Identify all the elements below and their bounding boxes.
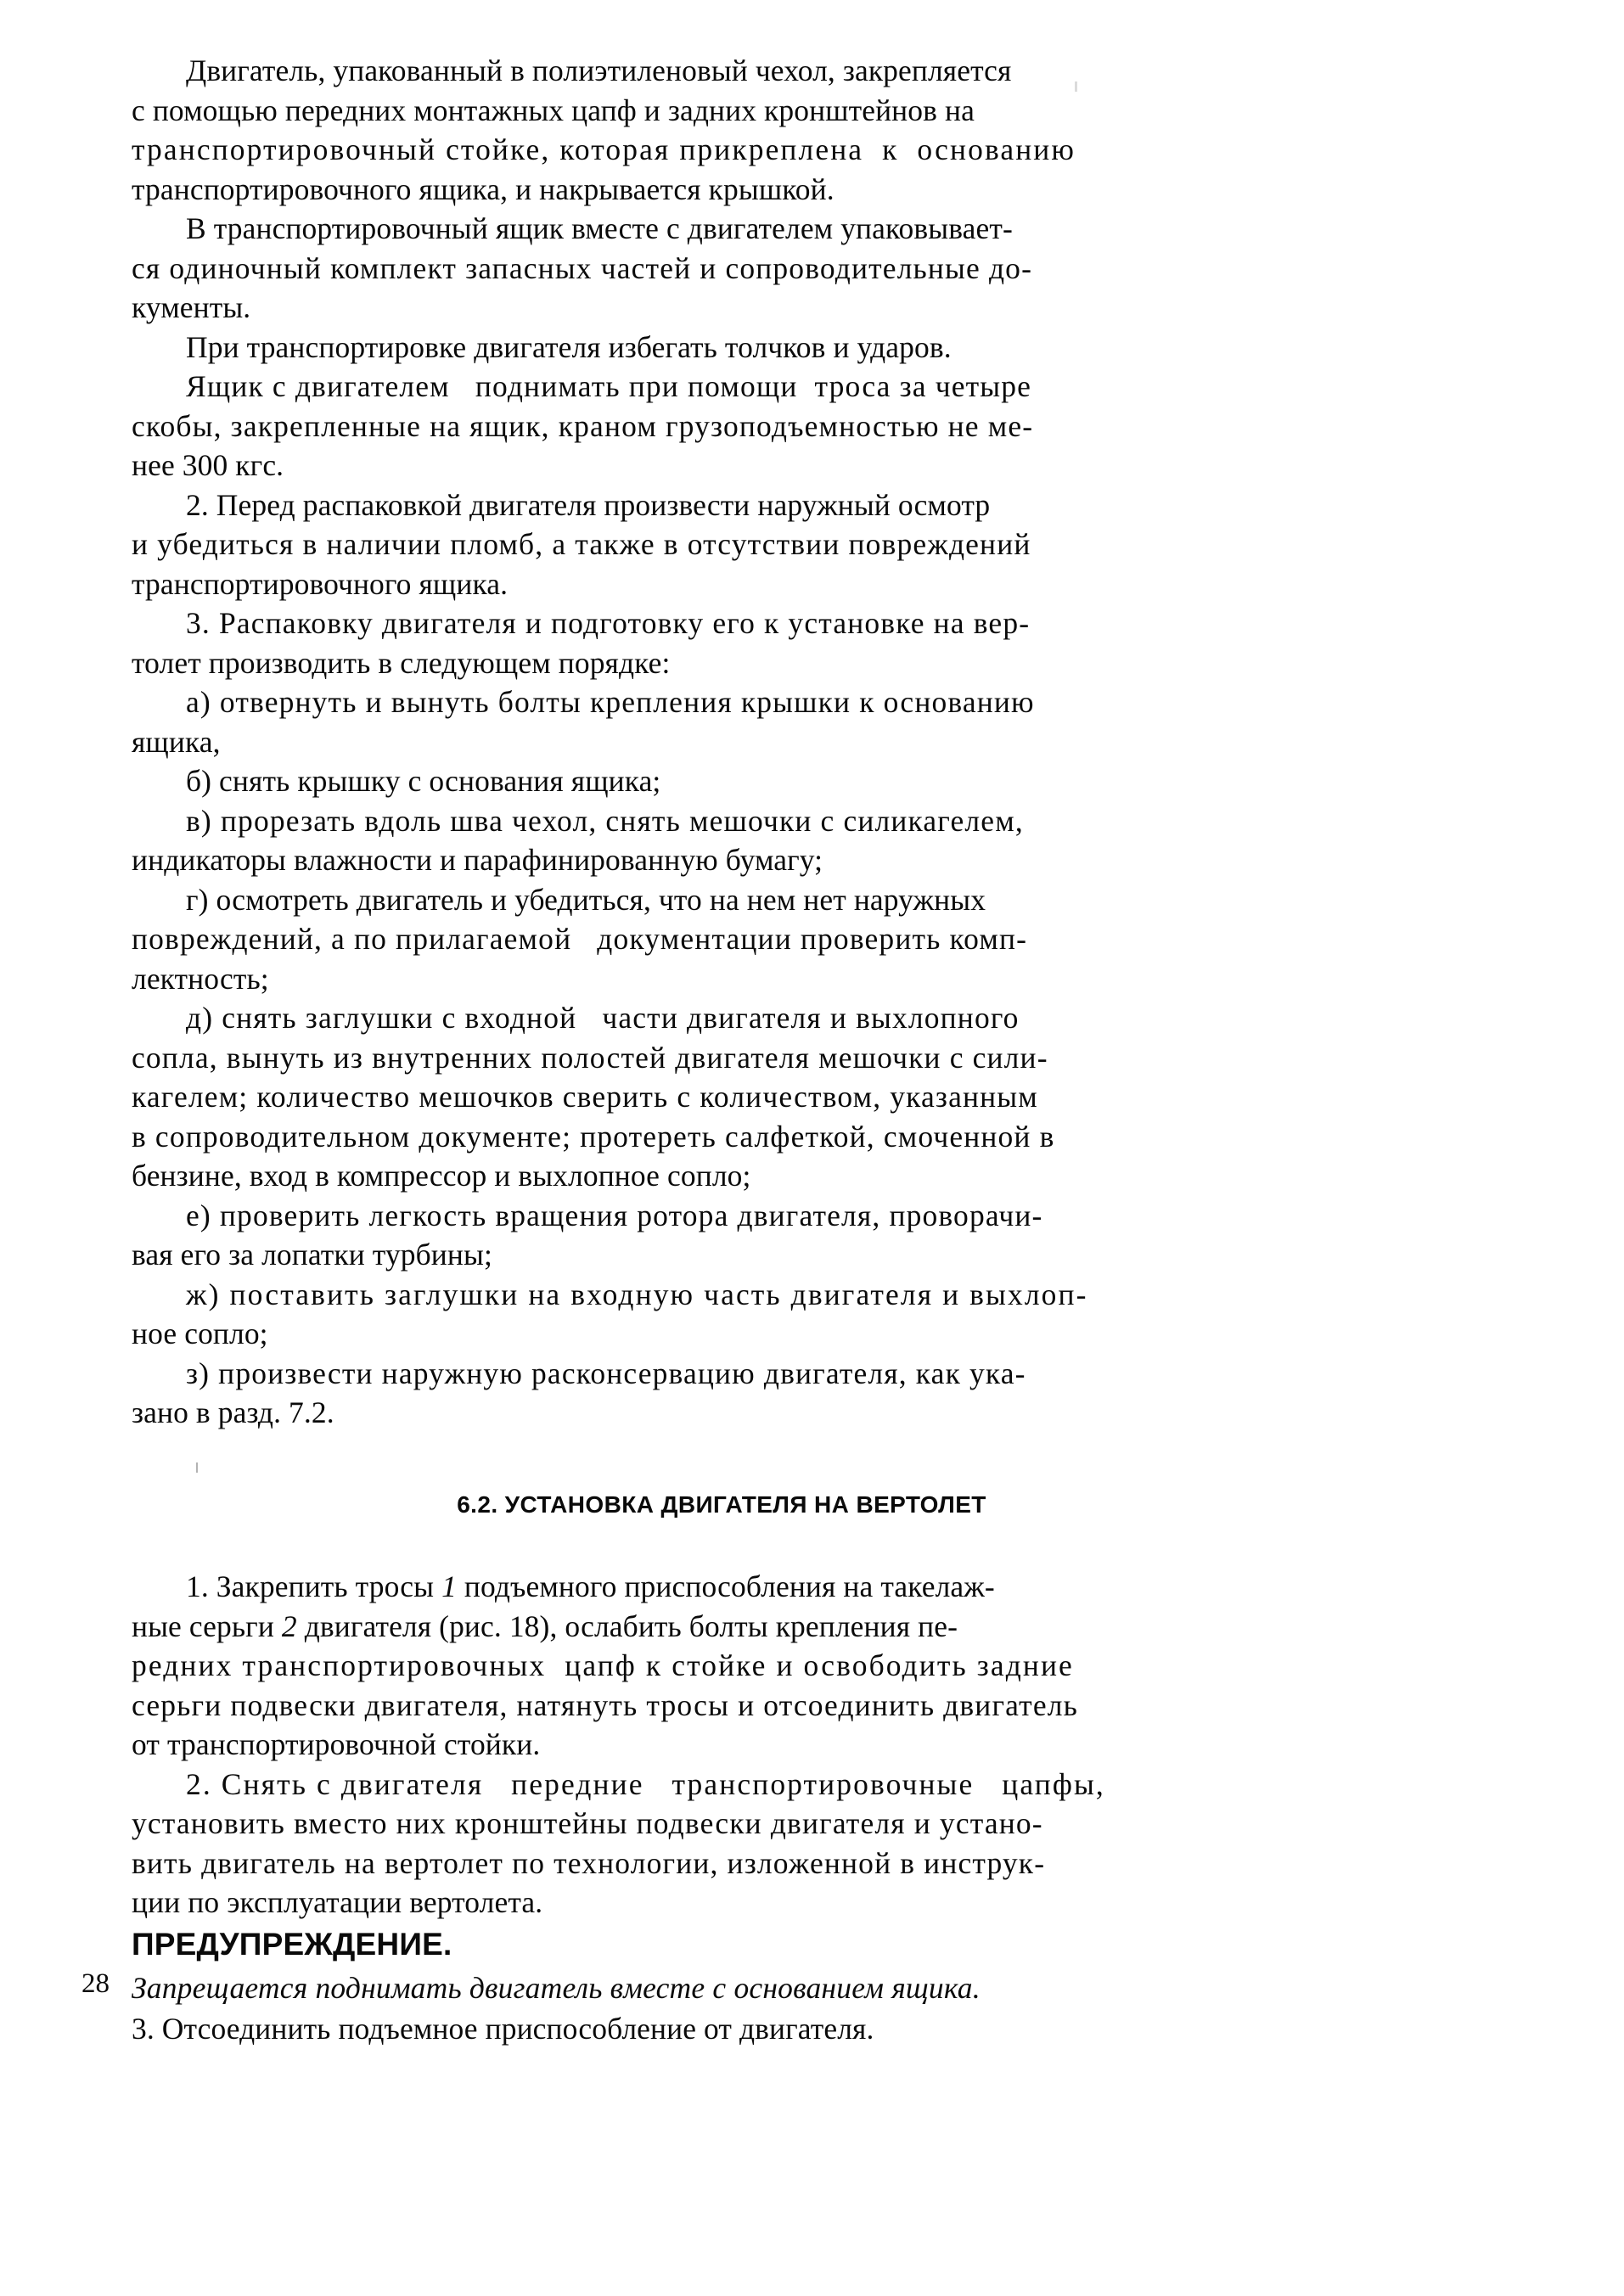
text-line: и убедиться в наличии пломб, а также в отсутствии повреждений [132,527,1031,561]
text-line: 2. Перед распаковкой двигателя произвести наружный осмотр [186,487,991,522]
text-line [132,1725,1312,1765]
body-text-lines [132,51,1312,1433]
text-line: ящика, [132,724,221,759]
text-line: в) прорезать вдоль шва чехол, снять мешочки с силикагелем, [186,803,1024,838]
text-run: двигателя (рис. 18), ослабить болты крепления пе- [296,1608,958,1643]
text-line: транспортировочного ящика. [132,566,509,601]
text-line: ся одиночный комплект запасных частей и сопроводительные до- [132,250,1033,285]
text-run: от транспортировочной стойки. [132,1727,541,1761]
text-line: лектность; [132,961,269,996]
text-line: д) снять заглушки с входной части двигателя и выхлопного [186,1001,1020,1035]
text-line: с помощью передних монтажных цапф и задних кронштейнов на [132,93,975,127]
text-line: В транспортировочный ящик вместе с двигателем упаковывает- [186,211,1013,245]
text-line: транспортировочного ящика, и накрывается крышкой. [132,171,834,206]
text-line: ж) поставить заглушки на входную часть двигателя и выхлоп- [186,1277,1088,1311]
text-line [132,1804,1312,1844]
text-line: повреждений, а по прилагаемой документации проверить комп- [132,922,1028,956]
text-line [132,1844,1312,1883]
heading-spacer [132,1433,1312,1485]
text-run: подъемного приспособления на такелаж- [456,1569,995,1603]
text-line: в сопроводительном документе; протереть салфеткой, смоченной в [132,1119,1055,1154]
text-run: редних транспортировочных цапф к стойке и освободить задние [132,1648,1074,1682]
text-line: з) произвести наружную расконсервацию двигателя, как ука- [186,1356,1026,1390]
text-line: вая его за лопатки турбины; [132,1238,492,1272]
closing-text-lines [132,2009,1312,2049]
text-line: При транспортировке двигателя избегать толчков и ударов. [186,329,952,364]
text-line: индикаторы влажности и парафинированную бумагу; [132,843,823,877]
text-line: нее 300 кгс. [132,448,284,482]
section-text-lines [132,1567,1312,1923]
text-line: сопла, вынуть из внутренних полостей двигателя мешочки с сили- [132,1040,1048,1075]
text-line: толет производить в следующем порядке: [132,645,671,680]
figure-reference-number: 1 [441,1569,457,1603]
text-run: ные серьги [132,1608,282,1643]
text-line: а) отвернуть и вынуть болты крепления крышки к основанию [186,685,1035,719]
warning-label: ПРЕДУПРЕЖДЕНИЕ. [132,1926,452,1962]
text-line [132,1883,1312,1923]
text-run: 1. Закрепить тросы [186,1569,442,1603]
text-line [132,1686,1312,1726]
text-line: Двигатель, упакованный в полиэтиленовый чехол, закрепляется [186,53,1012,87]
heading-spacer-bottom [132,1524,1312,1567]
text-line: 3. Отсоединить подъемное приспособление от двигателя. [132,2011,874,2046]
text-run: установить вместо них кронштейны подвески двигателя и устано- [132,1806,1043,1840]
text-run: серьги подвески двигателя, натянуть тросы и отсоединить двигатель [132,1687,1078,1722]
text-line: Ящик с двигателем поднимать при помощи троса за четыре [186,369,1032,403]
text-line: скобы, закрепленные на ящик, краном грузоподъемностью не ме- [132,408,1034,443]
text-line [132,1567,1312,1607]
text-line: ное сопло; [132,1316,268,1350]
text-line: кагелем; количество мешочков сверить с количеством, указанным [132,1080,1038,1114]
page-text-block [132,51,1312,2048]
text-line: транспортировочный стойке, которая прикреплена к основанию [132,132,1076,166]
text-run: вить двигатель на вертолет по технологии, изложенной в инструк- [132,1845,1046,1880]
text-line [132,1765,1312,1805]
text-line: бензине, вход в компрессор и выхлопное сопло; [132,1159,751,1193]
text-run: ции по эксплуатации вертолета. [132,1885,543,1919]
section-heading-6-2: 6.2. УСТАНОВКА ДВИГАТЕЛЯ НА ВЕРТОЛЕТ [457,1490,986,1518]
text-line: кументы. [132,290,251,324]
text-line [132,1646,1312,1686]
text-run: 2. Снять с двигателя передние транспортировочные цапфы, [186,1766,1105,1801]
warning-text: Запрещается поднимать двигатель вместе с основанием ящика. [132,1970,981,2005]
text-line: зано в разд. 7.2. [132,1395,334,1429]
text-line: г) осмотреть двигатель и убедиться, что на нем нет наружных [186,882,986,917]
page-number: 28 [81,1968,110,1999]
text-line: е) проверить легкость вращения ротора двигателя, проворачи- [186,1198,1043,1232]
text-line: б) снять крышку с основания ящика; [186,764,661,798]
figure-reference-number: 2 [281,1608,297,1643]
text-line: 3. Распаковку двигателя и подготовку его к установке на вер- [186,606,1031,640]
text-line [132,1607,1312,1647]
scan-artifact-speck-icon [196,1462,198,1473]
